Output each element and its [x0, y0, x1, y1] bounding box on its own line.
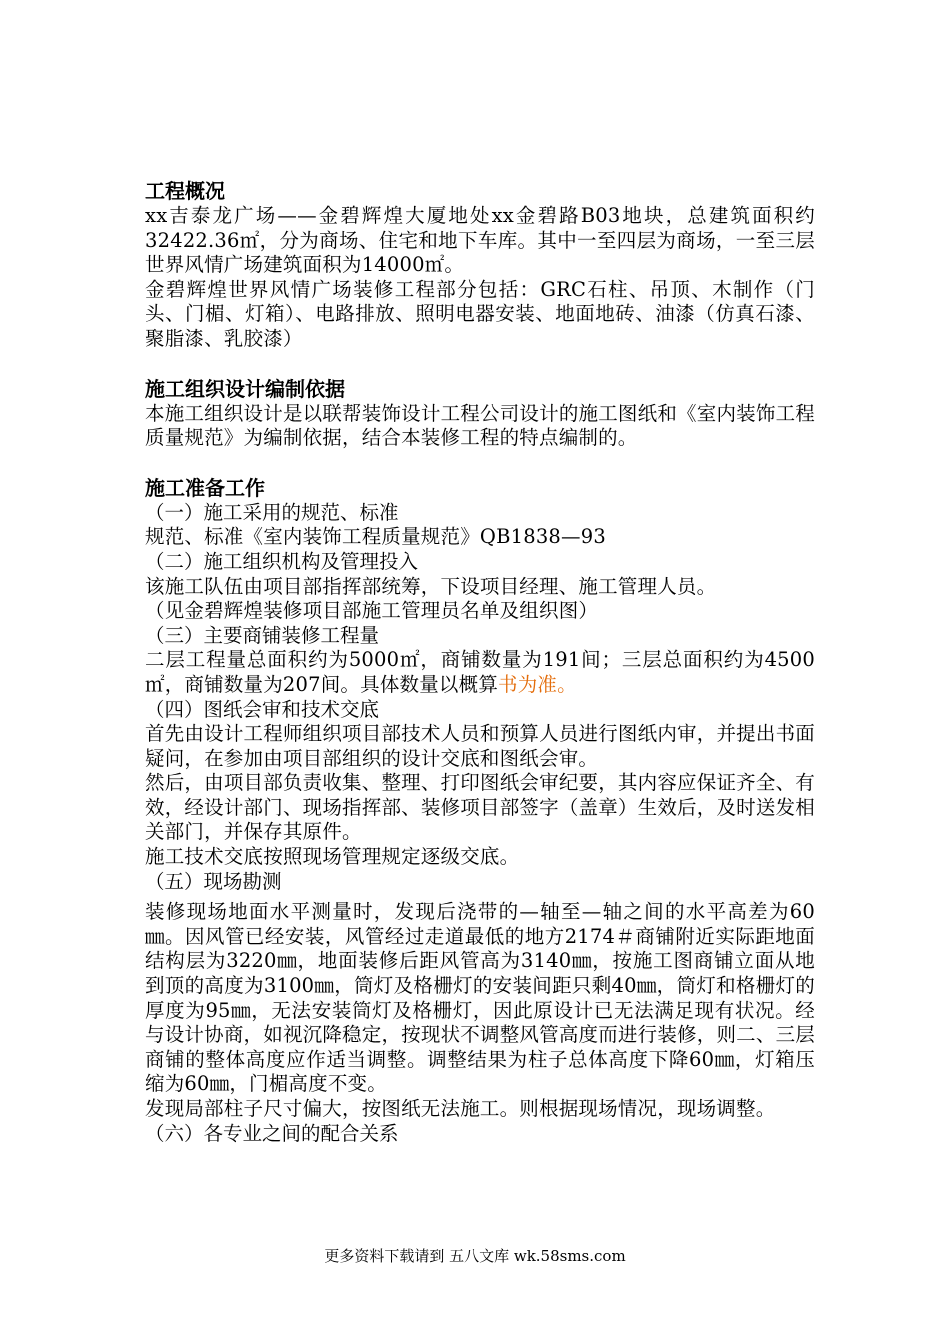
quantities-text: 二层工程量总面积约为5000㎡，商铺数量为191间；三层总面积约为4500㎡，商铺数量为207间。具体数量以概算	[145, 648, 815, 696]
subheading-quantities: （三）主要商铺装修工程量	[145, 623, 380, 647]
overview-paragraph-2: 金碧辉煌世界风情广场装修工程部分包括：GRC石柱、吊顶、木制作（门头、门楣、灯箱）、电路排放、照明电器安装、地面地砖、油漆（仿真石漆、聚脂漆、乳胶漆）	[145, 277, 815, 350]
organization-paragraph-2: （见金碧辉煌装修项目部施工管理员名单及组织图）	[145, 599, 599, 623]
drawing-review-paragraph-1: 首先由设计工程师组织项目部技术人员和预算人员进行图纸内审，并提出书面疑问，在参加由项目部组织的设计交底和图纸会审。	[145, 722, 815, 770]
drawing-review-paragraph-3: 施工技术交底按照现场管理规定逐级交底。	[145, 845, 520, 869]
standards-paragraph: 规范、标准《室内装饰工程质量规范》QB1838—93	[145, 525, 606, 549]
highlighted-text: 书为准。	[498, 672, 577, 696]
basis-paragraph: 本施工组织设计是以联帮装饰设计工程公司设计的施工图纸和《室内装饰工程质量规范》为编制依据，结合本装修工程的特点编制的。	[145, 401, 815, 450]
overview-paragraph-1: xx吉泰龙广场——金碧辉煌大厦地处xx金碧路B03地块，总建筑面积约32422.36㎡，分为商场、住宅和地下车库。其中一至四层为商场，一至三层世界风情广场建筑面积为14000㎡。	[145, 204, 815, 277]
subheading-organization: （二）施工组织机构及管理投入	[145, 549, 419, 573]
quantities-paragraph	[145, 648, 815, 697]
subheading-standards: （一）施工采用的规范、标准	[145, 500, 399, 524]
subheading-coordination: （六）各专业之间的配合关系	[145, 1121, 399, 1145]
page-footer: 更多资料下载请到 五八文库 wk.58sms.com	[324, 1247, 626, 1265]
organization-paragraph-1: 该施工队伍由项目部指挥部统筹，下设项目经理、施工管理人员。	[145, 574, 717, 598]
section-title-basis: 施工组织设计编制依据	[145, 376, 345, 401]
section-title-prep: 施工准备工作	[145, 475, 265, 500]
section-title-overview: 工程概况	[145, 179, 225, 203]
drawing-review-paragraph-2: 然后，由项目部负责收集、整理、打印图纸会审纪要，其内容应保证齐全、有效，经设计部门、现场指挥部、装修项目部签字（盖章）生效后，及时送发相关部门，并保存其原件。	[145, 771, 815, 844]
site-survey-paragraph-2: 发现局部柱子尺寸偏大，按图纸无法施工。则根据现场情况，现场调整。	[145, 1097, 776, 1120]
subheading-site-survey: （五）现场勘测	[145, 869, 282, 893]
site-survey-paragraph-1: 装修现场地面水平测量时，发现后浇带的—轴至—轴之间的水平高差为60㎜。因风管已经安装，风管经过走道最低的地方2174＃商铺附近实际距地面结构层为3220㎜，地面装修后距风管高为3140㎜，按施工图商铺立面从地到顶的高度为3100㎜，筒灯及格栅灯的安装间距只剩40㎜，筒灯和格栅灯的厚度为95㎜，无法安装筒灯及格栅灯，因此原设计已无法满足现有状况。经与设计协商，如视沉降稳定，按现状不调整风管高度而进行装修，则二、三层商铺的整体高度应作适当调整。调整结果为柱子总体高度下降60㎜，灯箱压缩为60㎜，门楣高度不变。	[145, 900, 815, 1096]
document-body	[145, 178, 815, 1146]
subheading-drawing-review: （四）图纸会审和技术交底	[145, 697, 380, 721]
